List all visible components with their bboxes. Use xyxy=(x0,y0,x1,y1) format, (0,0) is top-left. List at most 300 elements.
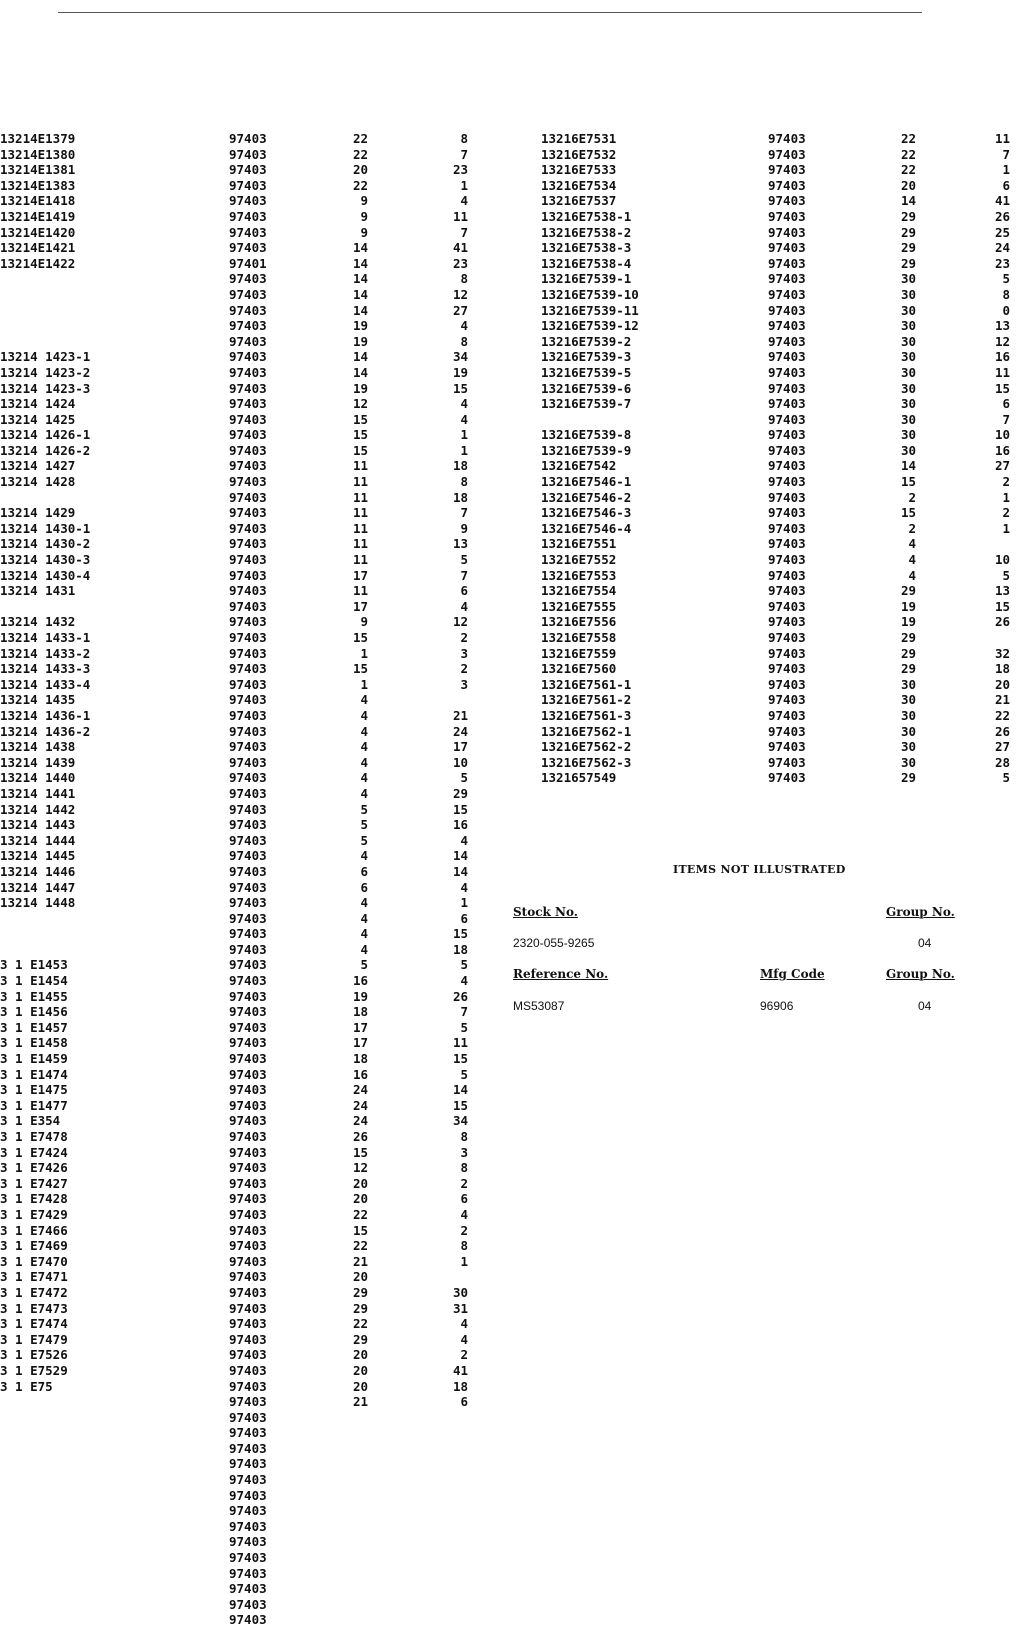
mfg-code-cell: 97403 xyxy=(229,131,267,146)
mfg-code-cell: 97403 xyxy=(229,442,267,458)
group-cell: 11 xyxy=(352,458,368,474)
part-number-cell: 13216E7562-2 xyxy=(541,739,632,755)
group-cell: 30 xyxy=(900,427,916,443)
item-cell: 2 xyxy=(460,1347,468,1363)
item-cell: 21 xyxy=(452,707,468,723)
mfg-code-cell: 97403 xyxy=(229,1440,267,1456)
part-number-cell: 3 1 E7469 xyxy=(0,1238,68,1254)
group-cell: 15 xyxy=(352,1222,368,1238)
group-cell: 1 xyxy=(360,645,368,661)
item-cell: 13 xyxy=(994,583,1010,599)
item-cell: 21 xyxy=(994,692,1010,708)
item-cell: 1 xyxy=(460,427,468,443)
part-number-cell: 13216E7539-6 xyxy=(541,380,632,396)
mfg-code-cell: 97403 xyxy=(229,707,267,723)
item-cell: 8 xyxy=(460,1160,468,1176)
group-cell: 18 xyxy=(352,1004,368,1020)
mfg-code-cell: 97403 xyxy=(229,1316,267,1332)
stock-no-header: Stock No. xyxy=(513,905,578,919)
group-cell: 30 xyxy=(900,349,916,365)
mfg-code-header: Mfg Code xyxy=(760,967,825,981)
part-number-cell: 13214 1426-1 xyxy=(0,427,91,443)
mfg-code-cell: 97403 xyxy=(768,177,806,193)
group-cell: 12 xyxy=(352,1160,368,1176)
part-number-cell xyxy=(0,271,130,287)
group-cell: 21 xyxy=(352,1253,368,1269)
part-number-cell: 13214 1423-3 xyxy=(0,380,91,396)
left-group-column xyxy=(330,131,368,1410)
item-cell: 26 xyxy=(994,723,1010,739)
group-cell: 29 xyxy=(900,583,916,599)
item-cell: 18 xyxy=(452,458,468,474)
mfg-code-cell: 97403 xyxy=(229,1238,267,1254)
item-cell: 15 xyxy=(994,380,1010,396)
mfg-code-cell: 97403 xyxy=(229,1300,267,1316)
part-number-cell: 13214 1423-2 xyxy=(0,364,91,380)
item-cell: 6 xyxy=(1002,396,1010,412)
mfg-code-cell: 97403 xyxy=(229,302,267,318)
part-number-cell: 13214 1430-1 xyxy=(0,520,91,536)
mfg-code-cell: 97403 xyxy=(229,427,267,443)
mfg-code-cell: 97403 xyxy=(229,583,267,599)
item-cell: 23 xyxy=(452,162,468,178)
item-cell: 8 xyxy=(460,333,468,349)
item-cell: 1 xyxy=(1002,489,1010,505)
mfg-code-cell: 97403 xyxy=(768,255,806,271)
part-number-cell: 13216E7546-1 xyxy=(541,474,632,490)
group-cell: 19 xyxy=(900,598,916,614)
item-cell: 10 xyxy=(994,427,1010,443)
part-number-cell: 13214E1380 xyxy=(0,146,76,162)
part-number-cell: 13214 1433-1 xyxy=(0,630,91,645)
item-cell: 23 xyxy=(452,255,468,271)
group-cell: 22 xyxy=(900,131,916,146)
item-cell: 41 xyxy=(452,1362,468,1378)
part-number-cell: 3 1 E7466 xyxy=(0,1222,68,1238)
mfg-code-cell: 97403 xyxy=(229,676,267,692)
part-number-cell: 3 1 E1454 xyxy=(0,973,68,989)
part-number-cell: 3 1 E1477 xyxy=(0,1097,68,1113)
group-cell: 4 xyxy=(360,770,368,786)
item-cell: 41 xyxy=(452,240,468,256)
mfg-code-cell: 97403 xyxy=(768,271,806,287)
mfg-code-cell: 97403 xyxy=(768,427,806,443)
group-cell: 4 xyxy=(360,910,368,926)
group-cell: 15 xyxy=(900,505,916,521)
left-item-column xyxy=(430,131,468,1410)
group-cell: 15 xyxy=(352,630,368,645)
group-cell: 22 xyxy=(352,1238,368,1254)
group-cell: 4 xyxy=(360,754,368,770)
mfg-code-cell: 97403 xyxy=(229,941,267,957)
mfg-code-cell: 97403 xyxy=(229,957,267,973)
item-cell: 14 xyxy=(452,848,468,864)
item-cell: 15 xyxy=(452,1051,468,1067)
mfg-code-cell: 97403 xyxy=(768,645,806,661)
group-cell: 14 xyxy=(352,286,368,302)
mfg-code-cell: 97403 xyxy=(229,832,267,848)
mfg-code-cell: 97403 xyxy=(229,1284,267,1300)
item-cell: 20 xyxy=(994,676,1010,692)
right-item-column xyxy=(970,131,1010,786)
group-cell: 22 xyxy=(900,146,916,162)
item-cell: 7 xyxy=(1002,411,1010,427)
mfg-code-cell: 97403 xyxy=(768,146,806,162)
part-number-cell: 13214 1427 xyxy=(0,458,76,474)
reference-no-value: MS53087 xyxy=(513,999,565,1013)
part-number-cell: 13214 1440 xyxy=(0,770,76,786)
mfg-code-cell: 97403 xyxy=(768,567,806,583)
group-cell: 4 xyxy=(360,785,368,801)
part-number-cell: 13214E1383 xyxy=(0,177,76,193)
mfg-code-cell: 97403 xyxy=(768,754,806,770)
part-number-cell: 13214 1425 xyxy=(0,411,76,427)
group-cell: 15 xyxy=(900,474,916,490)
group-cell: 20 xyxy=(352,1378,368,1394)
group-cell: 11 xyxy=(352,474,368,490)
group-cell: 11 xyxy=(352,583,368,599)
mfg-code-cell: 97403 xyxy=(768,552,806,568)
group-cell: 14 xyxy=(352,302,368,318)
item-cell: 13 xyxy=(994,318,1010,334)
item-cell: 26 xyxy=(452,988,468,1004)
group-cell: 4 xyxy=(360,707,368,723)
mfg-code-cell: 97403 xyxy=(229,1518,267,1534)
item-cell: 8 xyxy=(460,1129,468,1144)
item-cell: 4 xyxy=(460,973,468,989)
mfg-code-cell: 97403 xyxy=(768,630,806,645)
group-cell: 2 xyxy=(908,489,916,505)
mfg-code-cell: 97403 xyxy=(229,988,267,1004)
item-cell: 16 xyxy=(994,349,1010,365)
group-cell: 4 xyxy=(360,926,368,942)
group-cell: 4 xyxy=(908,552,916,568)
mfg-code-cell: 97403 xyxy=(229,1534,267,1550)
group-cell: 15 xyxy=(352,427,368,443)
part-number-cell: 13216E7539-7 xyxy=(541,396,632,412)
group-cell: 30 xyxy=(900,271,916,287)
group-cell: 16 xyxy=(352,1066,368,1082)
part-number-cell: 13214 1433-4 xyxy=(0,676,91,692)
mfg-code-cell: 97403 xyxy=(229,1425,267,1441)
mfg-code-cell: 97403 xyxy=(229,785,267,801)
group-cell: 6 xyxy=(360,879,368,895)
item-cell: 17 xyxy=(452,739,468,755)
mfg-code-cell: 97403 xyxy=(768,520,806,536)
item-cell: 18 xyxy=(452,941,468,957)
item-cell: 27 xyxy=(994,739,1010,755)
group-cell: 22 xyxy=(352,146,368,162)
part-number-cell: 3 1 E1475 xyxy=(0,1082,68,1098)
item-cell: 2 xyxy=(460,630,468,645)
item-cell: 15 xyxy=(994,598,1010,614)
group-cell: 21 xyxy=(352,1394,368,1410)
group-cell: 29 xyxy=(352,1300,368,1316)
group-cell: 24 xyxy=(352,1113,368,1129)
mfg-code-cell: 97403 xyxy=(768,208,806,224)
part-number-cell: 13216E7539-11 xyxy=(541,302,639,318)
stock-no-value: 2320-055-9265 xyxy=(513,936,595,950)
item-cell: 3 xyxy=(460,1144,468,1160)
item-cell: 8 xyxy=(460,271,468,287)
group-cell: 14 xyxy=(352,364,368,380)
group-cell: 5 xyxy=(360,957,368,973)
part-number-cell: 13214 1432 xyxy=(0,614,76,630)
mfg-code-cell: 97403 xyxy=(229,193,267,209)
group-cell: 20 xyxy=(352,1362,368,1378)
mfg-code-cell: 97403 xyxy=(229,1082,267,1098)
group-cell: 5 xyxy=(360,832,368,848)
item-cell: 12 xyxy=(452,614,468,630)
item-cell: 18 xyxy=(452,1378,468,1394)
item-cell: 7 xyxy=(460,1004,468,1020)
mfg-code-cell: 97403 xyxy=(229,614,267,630)
part-number-cell: 13216E7552 xyxy=(541,552,617,568)
part-number-cell: 3 1 E7429 xyxy=(0,1206,68,1222)
group-cell: 18 xyxy=(352,1051,368,1067)
group-cell: 30 xyxy=(900,333,916,349)
mfg-code-cell: 97403 xyxy=(229,1144,267,1160)
item-cell: 8 xyxy=(460,131,468,146)
part-number-cell: 3 1 E1453 xyxy=(0,957,68,973)
item-cell: 32 xyxy=(994,645,1010,661)
mfg-code-cell: 97403 xyxy=(229,754,267,770)
mfg-code-cell: 97403 xyxy=(229,1066,267,1082)
item-cell: 7 xyxy=(460,224,468,240)
top-rule xyxy=(58,12,922,13)
item-cell: 10 xyxy=(452,754,468,770)
group-cell: 15 xyxy=(352,442,368,458)
group-cell: 30 xyxy=(900,692,916,708)
group-cell: 17 xyxy=(352,1019,368,1035)
part-number-cell: 13214 1439 xyxy=(0,754,76,770)
mfg-code-cell: 97403 xyxy=(229,770,267,786)
part-number-cell: 3 1 E1474 xyxy=(0,1066,68,1082)
group-cell: 4 xyxy=(360,848,368,864)
mfg-code-cell: 97403 xyxy=(229,208,267,224)
part-number-cell: 13214E1419 xyxy=(0,208,76,224)
group-cell: 29 xyxy=(900,208,916,224)
item-cell: 5 xyxy=(1002,567,1010,583)
mfg-code-cell: 97403 xyxy=(229,1253,267,1269)
part-number-cell: 13214 1446 xyxy=(0,863,76,879)
part-number-cell: 13216E7539-10 xyxy=(541,286,639,302)
part-number-cell: 3 1 E7526 xyxy=(0,1347,68,1363)
group-cell: 20 xyxy=(352,1191,368,1207)
group-cell: 29 xyxy=(352,1331,368,1347)
mfg-code-cell: 97403 xyxy=(229,1378,267,1394)
part-number-cell: 13216E7551 xyxy=(541,536,617,552)
mfg-code-cell: 97403 xyxy=(768,224,806,240)
part-number-cell: 13214E1420 xyxy=(0,224,76,240)
part-number-cell xyxy=(0,599,130,615)
part-number-cell xyxy=(0,926,130,942)
item-cell: 1 xyxy=(460,177,468,193)
mfg-code-cell: 97403 xyxy=(229,1409,267,1425)
group-cell: 30 xyxy=(900,302,916,318)
part-number-cell: 13216E7561-1 xyxy=(541,676,632,692)
item-cell: 4 xyxy=(460,193,468,209)
part-number-cell: 13216E7534 xyxy=(541,177,617,193)
group-cell: 22 xyxy=(352,1316,368,1332)
group-cell: 14 xyxy=(352,349,368,365)
part-number-cell: 13214E1379 xyxy=(0,131,76,146)
group-cell: 9 xyxy=(360,224,368,240)
part-number-cell: 13216E7559 xyxy=(541,645,617,661)
part-number-cell: 3 1 E7424 xyxy=(0,1144,68,1160)
mfg-code-cell: 97403 xyxy=(768,162,806,178)
part-number-cell: 13214 1426-2 xyxy=(0,442,91,458)
part-number-cell: 13214 1436-2 xyxy=(0,723,91,739)
group-cell: 9 xyxy=(360,193,368,209)
item-cell: 4 xyxy=(460,1316,468,1332)
item-cell: 6 xyxy=(460,583,468,599)
group-cell: 20 xyxy=(352,1347,368,1363)
part-number-cell: 13214 1433-2 xyxy=(0,645,91,661)
mfg-code-cell: 97403 xyxy=(229,630,267,645)
part-number-cell: 13214 1428 xyxy=(0,474,76,490)
group-cell: 14 xyxy=(352,240,368,256)
group-cell: 30 xyxy=(900,723,916,739)
mfg-code-cell: 97403 xyxy=(229,333,267,349)
mfg-code-cell: 97403 xyxy=(229,286,267,302)
part-number-cell: 13216E7539-2 xyxy=(541,333,632,349)
part-number-cell: 13214E1422 xyxy=(0,255,76,271)
mfg-code-cell: 97403 xyxy=(229,801,267,817)
group-cell: 20 xyxy=(352,1175,368,1191)
part-number-cell: 13216E7539-8 xyxy=(541,427,632,443)
mfg-code-cell: 97403 xyxy=(768,489,806,505)
item-cell: 1 xyxy=(460,1253,468,1269)
item-cell xyxy=(970,630,1010,646)
group-cell: 20 xyxy=(352,162,368,178)
group-cell: 5 xyxy=(360,817,368,833)
mfg-code-cell: 97403 xyxy=(768,723,806,739)
group-cell: 29 xyxy=(900,661,916,677)
part-number-cell: 13216E7533 xyxy=(541,162,617,178)
mfg-code-cell: 97403 xyxy=(768,474,806,490)
item-cell: 6 xyxy=(460,910,468,926)
item-cell: 7 xyxy=(460,567,468,583)
part-number-cell xyxy=(0,490,130,506)
group-cell: 11 xyxy=(352,552,368,568)
part-number-cell: 1321657549 xyxy=(541,770,617,786)
item-cell: 1 xyxy=(1002,162,1010,178)
item-cell: 14 xyxy=(452,1082,468,1098)
mfg-code-cell: 97403 xyxy=(229,910,267,926)
item-cell: 29 xyxy=(452,785,468,801)
mfg-code-cell: 97403 xyxy=(229,848,267,864)
mfg-code-cell: 97403 xyxy=(229,1487,267,1503)
mfg-code-cell: 97403 xyxy=(768,318,806,334)
part-number-cell: 13214 1442 xyxy=(0,801,76,817)
group-cell: 19 xyxy=(352,333,368,349)
mfg-code-cell: 97403 xyxy=(229,1456,267,1472)
part-number-cell: 13216E7546-4 xyxy=(541,520,632,536)
group-cell: 30 xyxy=(900,707,916,723)
part-number-cell: 3 1 E7472 xyxy=(0,1284,68,1300)
part-number-cell: 13214 1438 xyxy=(0,739,76,755)
item-cell: 19 xyxy=(452,364,468,380)
group-cell: 1 xyxy=(360,676,368,692)
mfg-code-cell: 97403 xyxy=(229,692,267,708)
part-number-cell: 3 1 E354 xyxy=(0,1113,61,1129)
part-number-cell: 13214 1448 xyxy=(0,895,76,911)
group-cell: 17 xyxy=(352,598,368,614)
part-number-cell: 13216E7542 xyxy=(541,458,617,474)
group-cell: 19 xyxy=(352,318,368,334)
item-cell: 4 xyxy=(460,411,468,427)
group-cell: 30 xyxy=(900,442,916,458)
item-cell: 24 xyxy=(452,723,468,739)
item-cell: 9 xyxy=(460,520,468,536)
part-number-cell xyxy=(0,287,130,303)
mfg-code-cell: 97403 xyxy=(229,1206,267,1222)
mfg-code-cell: 97403 xyxy=(768,739,806,755)
group-cell: 4 xyxy=(908,536,916,552)
mfg-code-cell: 97403 xyxy=(768,286,806,302)
group-cell: 30 xyxy=(900,364,916,380)
mfg-code-cell: 97403 xyxy=(229,1191,267,1207)
item-cell: 15 xyxy=(452,1097,468,1113)
mfg-code-cell: 97403 xyxy=(229,1129,267,1144)
right-group-column xyxy=(880,131,916,786)
group-no-header: Group No. xyxy=(886,905,955,919)
item-cell: 4 xyxy=(460,318,468,334)
mfg-code-cell: 97403 xyxy=(229,458,267,474)
item-cell: 5 xyxy=(1002,770,1010,786)
item-cell: 6 xyxy=(460,1191,468,1207)
part-number-cell: 13214E1421 xyxy=(0,240,76,256)
item-cell: 4 xyxy=(460,832,468,848)
group-cell: 29 xyxy=(900,240,916,256)
stock-group-value: 04 xyxy=(918,936,932,950)
item-cell: 28 xyxy=(994,754,1010,770)
mfg-code-cell: 97403 xyxy=(768,411,806,427)
item-cell: 12 xyxy=(452,286,468,302)
group-cell: 19 xyxy=(352,380,368,396)
part-number-cell: 13216E7546-2 xyxy=(541,489,632,505)
mfg-code-cell: 97403 xyxy=(768,707,806,723)
part-number-cell: 3 1 E1455 xyxy=(0,988,68,1004)
part-number-cell: 13214 1423-1 xyxy=(0,349,91,365)
mfg-code-cell: 97403 xyxy=(229,489,267,505)
part-number-cell xyxy=(0,911,130,927)
part-number-cell xyxy=(0,942,130,958)
group-cell: 15 xyxy=(352,661,368,677)
part-number-cell: 13216E7539-9 xyxy=(541,442,632,458)
part-number-cell: 3 1 E7473 xyxy=(0,1300,68,1316)
part-number-cell: 3 1 E7474 xyxy=(0,1316,68,1332)
part-number-cell: 3 1 E1456 xyxy=(0,1004,68,1020)
group-cell: 17 xyxy=(352,1035,368,1051)
part-number-cell: 13216E7539-12 xyxy=(541,318,639,334)
group-cell: 30 xyxy=(900,676,916,692)
part-number-cell: 13216E7562-3 xyxy=(541,754,632,770)
mfg-code-cell: 97403 xyxy=(229,1550,267,1566)
item-cell: 4 xyxy=(460,879,468,895)
mfg-code-cell: 97403 xyxy=(229,536,267,552)
group-cell: 4 xyxy=(360,692,368,708)
item-cell: 2 xyxy=(460,661,468,677)
item-cell: 3 xyxy=(460,645,468,661)
group-cell: 4 xyxy=(360,723,368,739)
group-cell: 19 xyxy=(900,614,916,630)
mfg-code-cell: 97403 xyxy=(229,271,267,287)
mfg-code-cell: 97403 xyxy=(229,1347,267,1363)
item-cell: 5 xyxy=(460,1066,468,1082)
part-number-cell: 13214 1430-2 xyxy=(0,536,91,552)
